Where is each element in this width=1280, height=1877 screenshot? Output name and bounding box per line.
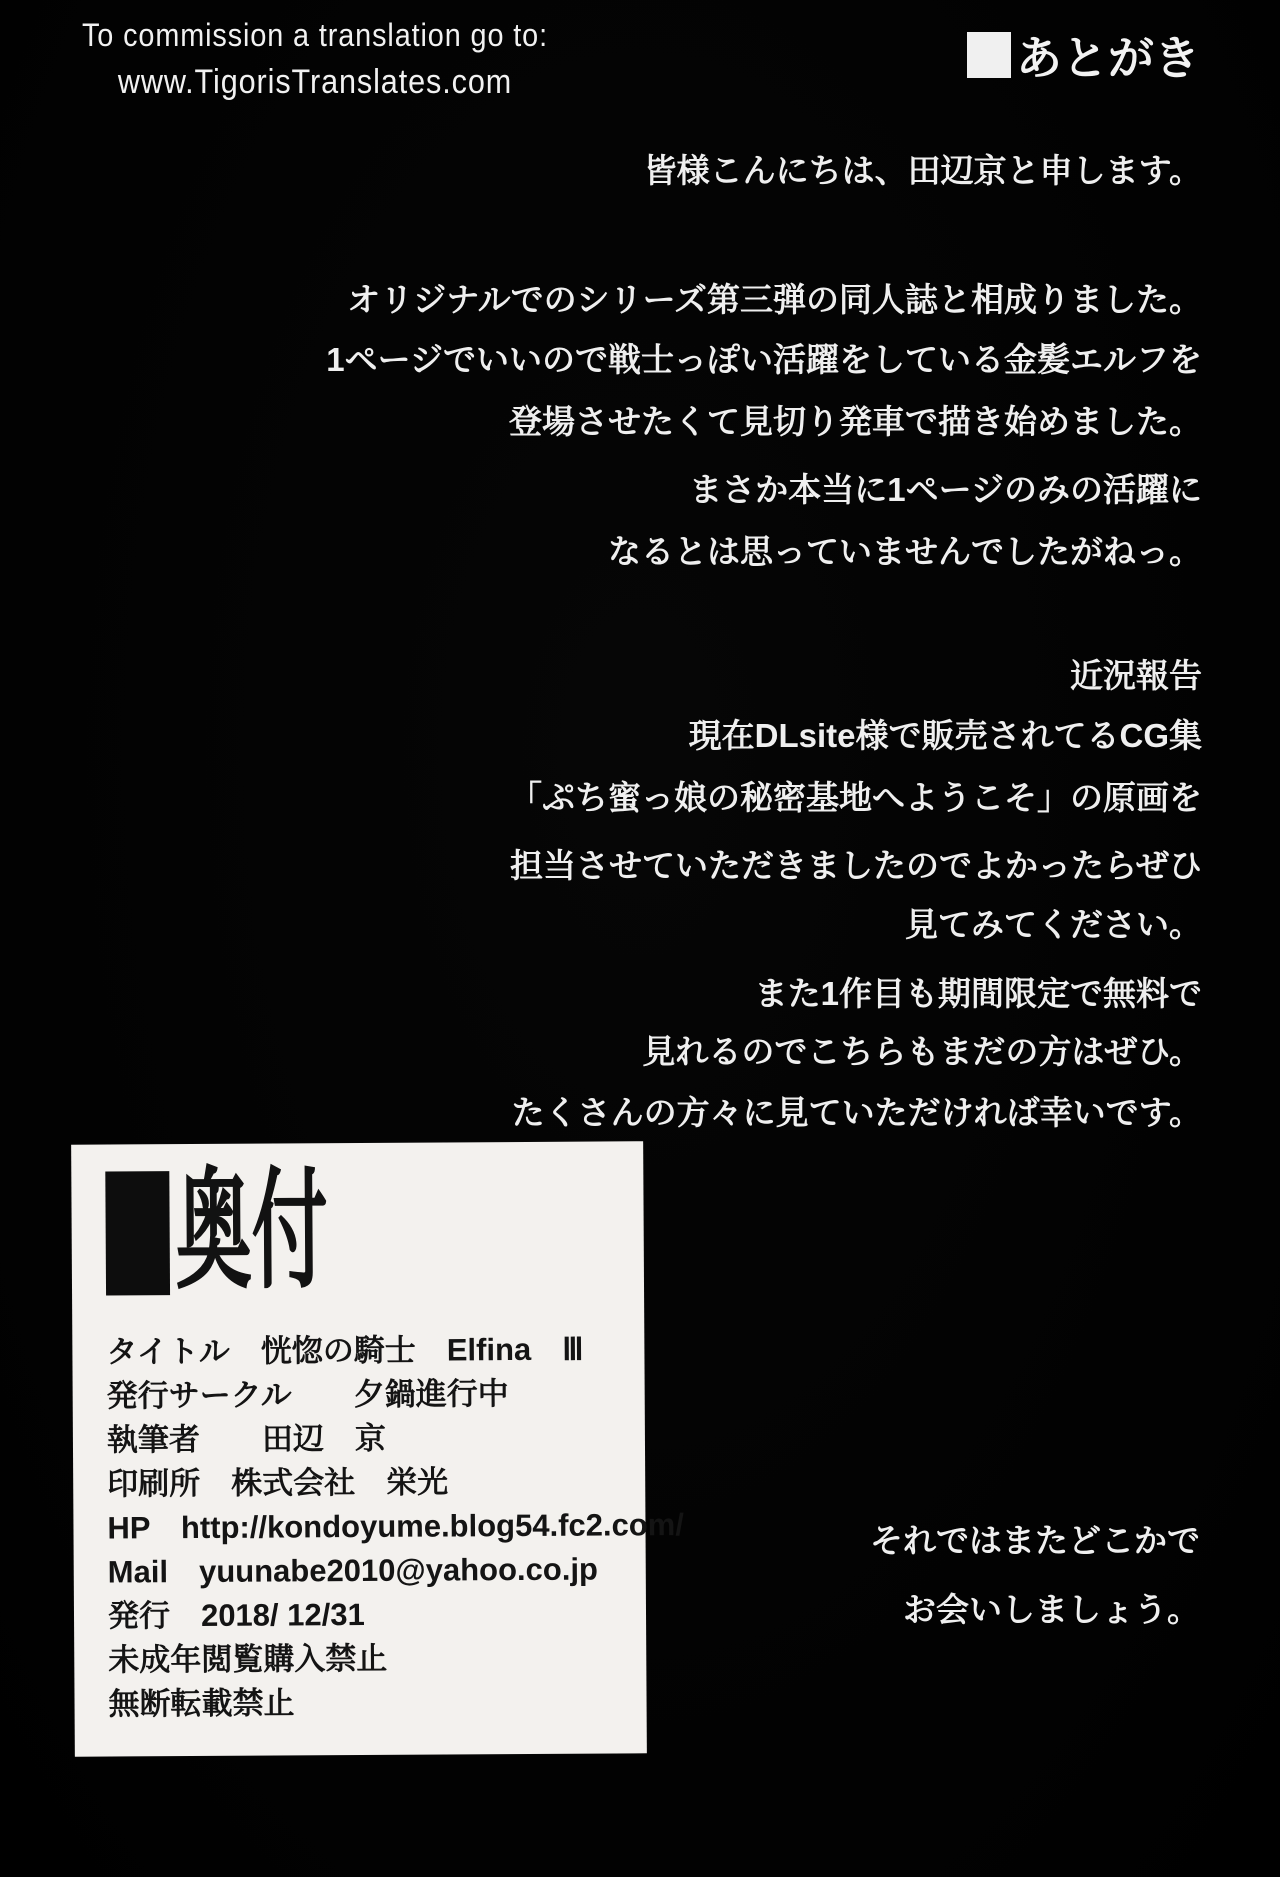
afterword-line: 担当させていただきましたのでよかったらぜひ — [509, 847, 1202, 884]
colophon-row: 印刷所 株式会社 栄光 — [107, 1464, 449, 1502]
afterword-line: 1ページでいいので戦士っぽい活躍をしている金髪エルフを — [326, 341, 1202, 378]
translator-credit-text: To commission a translation go to: — [81, 17, 549, 53]
afterword-line: また1作目も期間限定で無料で — [754, 975, 1202, 1012]
afterword-line: 近況報告 — [1070, 657, 1202, 694]
afterword-line: 「ぷち蜜っ娘の秘密基地へようこそ」の原画を — [509, 779, 1202, 816]
colophon-row: 未成年閲覧購入禁止 — [108, 1640, 388, 1678]
colophon-details — [106, 1327, 685, 1726]
closing-line: お会いしましょう。 — [903, 1591, 1200, 1628]
colophon-heading-text: 奥付 — [175, 1158, 329, 1306]
black-square-marker-icon — [105, 1171, 170, 1295]
afterword-line: 現在DLsite様で販売されてるCG集 — [688, 717, 1202, 754]
translator-url: www.TigorisTranslates.com — [117, 63, 513, 101]
afterword-line: たくさんの方々に見ていただければ幸いです。 — [511, 1094, 1202, 1131]
colophon-row: 執筆者 田辺 京 — [106, 1420, 387, 1458]
afterword-heading-text: あとがき — [1016, 32, 1200, 84]
colophon-box — [71, 1141, 685, 1756]
closing-line: それではまたどこかで — [870, 1522, 1200, 1559]
afterword-line: なるとは思っていませんでしたがねっ。 — [608, 533, 1202, 570]
colophon-row: HP http://kondoyume.blog54.fc2.com/ — [107, 1507, 685, 1546]
colophon-row: 発行 2018/ 12/31 — [107, 1596, 365, 1634]
afterword-line: オリジナルでのシリーズ第三弾の同人誌と相成りました。 — [347, 281, 1202, 318]
colophon-row: 無断転載禁止 — [108, 1685, 295, 1722]
afterword-line: まさか本当に1ページのみの活躍に — [689, 471, 1202, 508]
afterword-line: 見れるのでこちらもまだの方はぜひ。 — [642, 1033, 1202, 1070]
colophon-row: 発行サークル 夕鍋進行中 — [106, 1376, 509, 1414]
afterword-line: 皆様こんにちは、田辺京と申します。 — [643, 152, 1202, 189]
colophon-row: タイトル 恍惚の騎士 Elfina Ⅲ — [106, 1331, 584, 1370]
colophon-row: Mail yuunabe2010@yahoo.co.jp — [107, 1551, 599, 1590]
afterword-line: 登場させたくて見切り発車で描き始めました。 — [509, 403, 1202, 440]
afterword-line: 見てみてください。 — [905, 906, 1202, 943]
